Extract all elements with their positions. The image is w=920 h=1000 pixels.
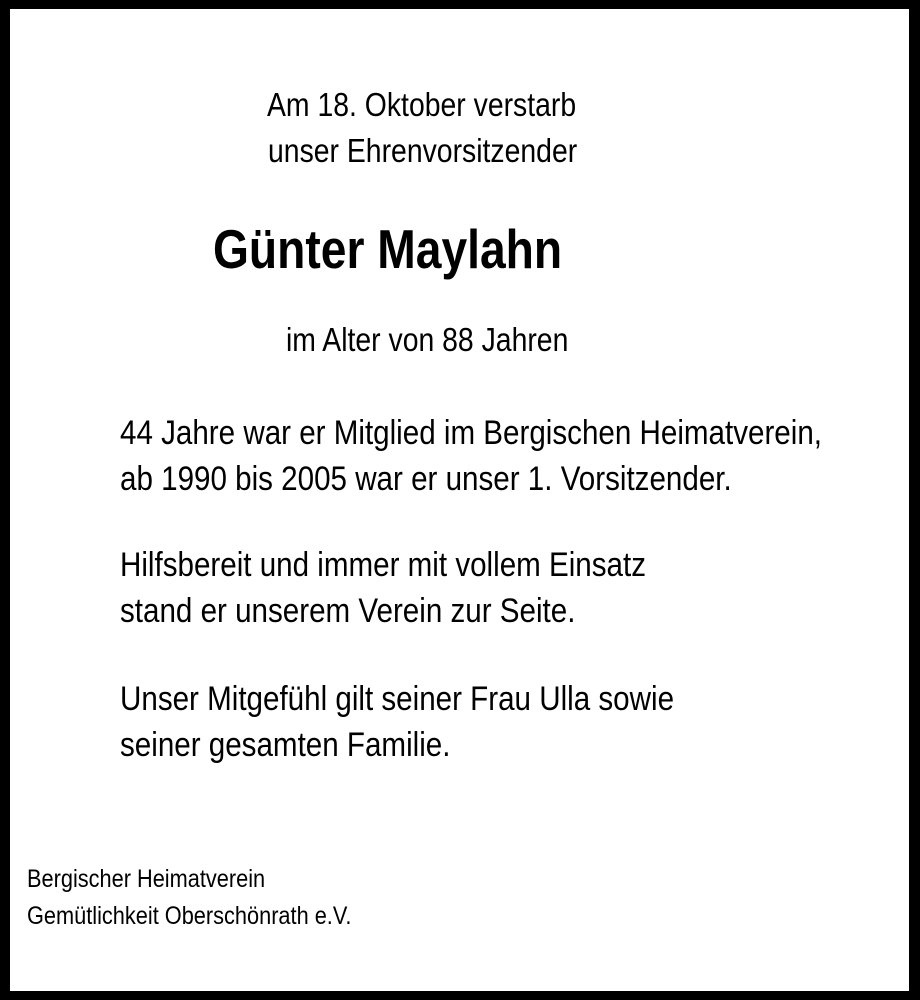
deceased-name: Günter Maylahn (213, 218, 563, 280)
intro-line-2: unser Ehrenvorsitzender (268, 132, 578, 169)
signature-line-1: Bergischer Heimatverein (27, 865, 266, 893)
signature-line-2: Gemütlichkeit Oberschönrath e.V. (27, 902, 352, 930)
tribute-line-2: stand er unserem Verein zur Seite. (120, 592, 576, 630)
age-line: im Alter von 88 Jahren (286, 321, 569, 358)
tribute-line-1: Hilfsbereit und immer mit vollem Einsatz (120, 546, 647, 584)
intro-line-1: Am 18. Oktober verstarb (267, 86, 577, 123)
condolence-line-1: Unser Mitgefühl gilt seiner Frau Ulla sowie (120, 680, 675, 718)
membership-line-2: ab 1990 bis 2005 war er unser 1. Vorsitzender. (120, 460, 732, 498)
condolence-line-2: seiner gesamten Familie. (120, 726, 451, 764)
membership-line-1: 44 Jahre war er Mitglied im Bergischen Heimatverein, (120, 414, 822, 452)
